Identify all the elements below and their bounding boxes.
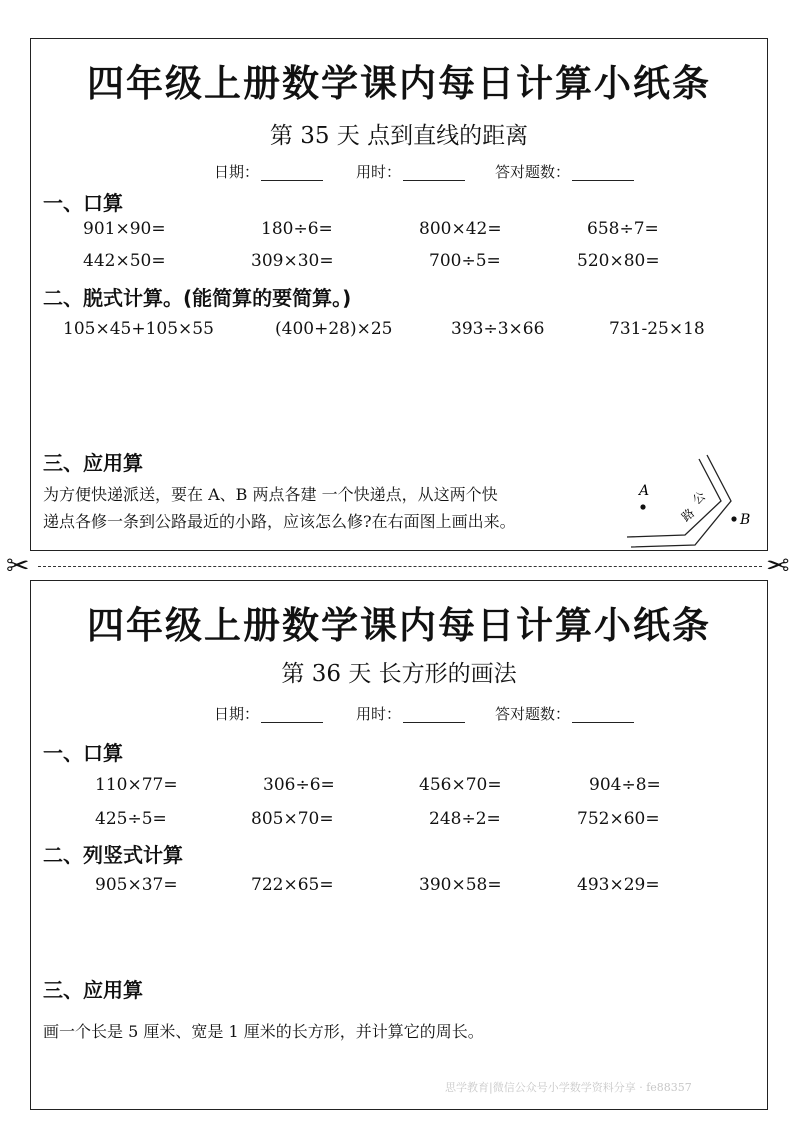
problem: 700÷5= (429, 251, 501, 271)
time-label: 用时： (356, 705, 402, 723)
date-label: 日期： (214, 705, 260, 723)
correct-count-blank[interactable] (572, 166, 634, 181)
time-field[interactable] (356, 161, 465, 182)
problem: 904÷8= (589, 775, 661, 795)
section-vertical-calc-heading: 二、列竖式计算 (43, 843, 183, 867)
cut-line (38, 566, 762, 567)
problem: 180÷6= (261, 219, 333, 239)
problem: 520×80= (577, 251, 660, 271)
lesson-subtitle: 第 35 天 点到直线的距离 (269, 123, 529, 149)
point-b-dot (731, 516, 736, 521)
problem: 805×70= (251, 809, 334, 829)
problem: 901×90= (83, 219, 166, 239)
point-a-dot (640, 504, 645, 509)
scissors-icon: ✂ (6, 549, 30, 582)
section-oral-heading: 一、口算 (43, 191, 123, 215)
date-label: 日期： (214, 163, 260, 181)
problem: 731-25×18 (609, 319, 705, 339)
page-title: 四年级上册数学课内每日计算小纸条 (87, 62, 711, 105)
correct-count-label: 答对题数： (495, 705, 571, 723)
problem: 110×77= (95, 775, 178, 795)
correct-count-label: 答对题数： (495, 163, 571, 181)
time-blank[interactable] (403, 166, 465, 181)
problem: 105×45+105×55 (63, 319, 214, 339)
correct-count-field[interactable] (495, 161, 634, 182)
problem: 442×50= (83, 251, 166, 271)
section-application-heading: 三、应用算 (43, 451, 143, 475)
worksheet-strip-day-36 (30, 580, 768, 1110)
date-field[interactable] (214, 161, 323, 182)
time-field[interactable] (356, 703, 465, 724)
correct-count-blank[interactable] (572, 708, 634, 723)
worksheet-strip-day-35 (30, 38, 768, 551)
problem: 425÷5= (95, 809, 167, 829)
application-text-line: 递点各修一条到公路最近的小路，应该怎么修?在右面图上画出来。 (43, 512, 516, 531)
section-oral-heading: 一、口算 (43, 741, 123, 765)
problem: 752×60= (577, 809, 660, 829)
page-title: 四年级上册数学课内每日计算小纸条 (87, 604, 711, 647)
time-blank[interactable] (403, 708, 465, 723)
problem: 390×58= (419, 875, 502, 895)
problem: 456×70= (419, 775, 502, 795)
lesson-subtitle: 第 36 天 长方形的画法 (281, 661, 517, 687)
correct-count-field[interactable] (495, 703, 634, 724)
problem: 248÷2= (429, 809, 501, 829)
road-label: 路 (678, 505, 698, 525)
scissors-icon: ✂ (766, 549, 790, 582)
point-b-label: B (740, 512, 751, 528)
application-text-line: 画一个长是 5 厘米、宽是 1 厘米的长方形，并计算它的周长。 (43, 1022, 484, 1041)
road-edge (631, 455, 731, 547)
problem: 493×29= (577, 875, 660, 895)
problem: 722×65= (251, 875, 334, 895)
time-label: 用时： (356, 163, 402, 181)
date-field[interactable] (214, 703, 323, 724)
problem: 393÷3×66 (451, 319, 545, 339)
road-label: 公 (689, 488, 709, 508)
point-a-label: A (639, 483, 650, 499)
section-application-heading: 三、应用算 (43, 978, 143, 1002)
date-blank[interactable] (261, 708, 323, 723)
watermark-text: 思学教育|微信公众号小学数学资料分享 · fe88357 (445, 1081, 692, 1094)
problem: 658÷7= (587, 219, 659, 239)
problem: 306÷6= (263, 775, 335, 795)
application-text-line: 为方便快递派送，要在 A、B 两点各建 一个快递点，从这两个快 (43, 485, 498, 504)
road-diagram (617, 451, 765, 551)
problem: 800×42= (419, 219, 502, 239)
problem: 905×37= (95, 875, 178, 895)
problem: 309×30= (251, 251, 334, 271)
section-stepwise-heading: 二、脱式计算。(能简算的要简算。) (43, 286, 352, 310)
problem: (400+28)×25 (275, 319, 393, 339)
date-blank[interactable] (261, 166, 323, 181)
